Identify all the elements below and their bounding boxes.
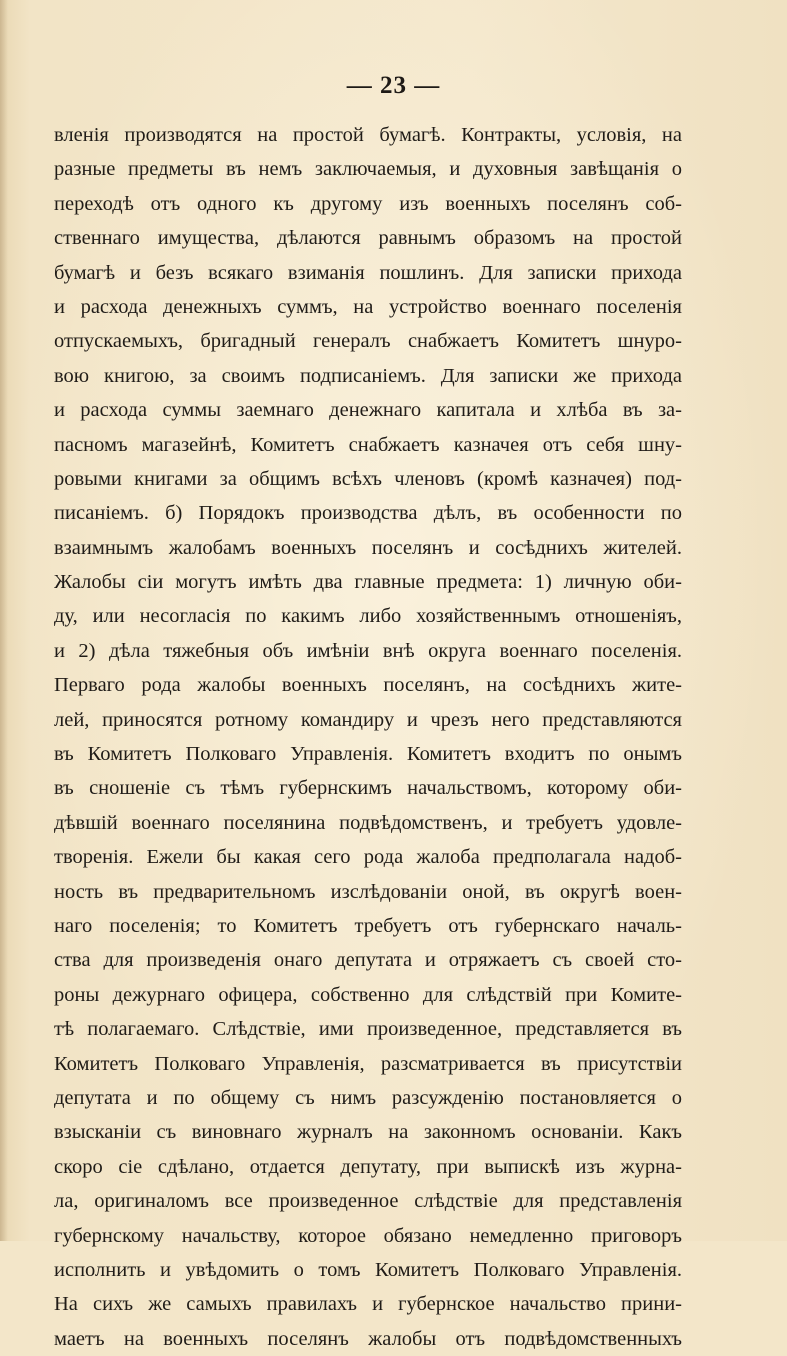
text-line: бумагѣ и безъ всякаго взиманія пошлинъ. Для записки прихода: [54, 261, 682, 284]
text-line: и расхода суммы заемнаго денежнаго капитала и хлѣба въ за-: [54, 399, 682, 422]
text-line: и 2) дѣла тяжебныя объ имѣніи внѣ округа военнаго поселенія.: [54, 639, 682, 662]
text-line: писаніемъ. б) Порядокъ производства дѣлъ, въ особенности по: [54, 502, 682, 525]
text-line: Перваго рода жалобы военныхъ поселянъ, на сосѣднихъ жите-: [54, 674, 682, 697]
page-text-body: [54, 118, 682, 1356]
text-line: вленія производятся на простой бумагѣ. Контракты, условія, на: [54, 124, 682, 146]
text-line: скоро сіе сдѣлано, отдается депутату, при выпискѣ изъ журна-: [54, 1155, 682, 1178]
text-line: губернскому начальству, которое обязано немедленно приговоръ: [54, 1224, 682, 1247]
text-line: пасномъ магазейнѣ, Комитетъ снабжаетъ казначея отъ себя шну-: [54, 433, 682, 456]
text-line: ла, оригиналомъ все произведенное слѣдствіе для представленія: [54, 1190, 682, 1213]
text-line: тѣ полагаемаго. Слѣдствіе, ими произведенное, представляется въ: [54, 1018, 682, 1041]
text-line: разные предметы въ немъ заключаемыя, и духовныя завѣщанія о: [54, 158, 682, 181]
text-line: ровыми книгами за общимъ всѣхъ членовъ (кромѣ казначея) под-: [54, 467, 682, 490]
text-line: депутата и по общему съ нимъ разсужденію постановляется о: [54, 1086, 682, 1109]
text-line: переходѣ отъ одного къ другому изъ военныхъ поселянъ соб-: [54, 192, 682, 215]
text-line: взысканіи съ виновнаго журналъ на законномъ основаніи. Какъ: [54, 1121, 682, 1144]
text-line: ность въ предварительномъ изслѣдованіи оной, въ округѣ воен-: [54, 880, 682, 903]
text-line: и расхода денежныхъ суммъ, на устройство военнаго поселенія: [54, 295, 682, 318]
text-line: наго поселенія; то Комитетъ требуетъ отъ губернскаго началь-: [54, 914, 682, 937]
text-line: въ Комитетъ Полковаго Управленія. Комитетъ входитъ по онымъ: [54, 743, 682, 766]
text-line: Жалобы сіи могутъ имѣть два главные предмета: 1) личную оби-: [54, 571, 682, 594]
text-line: роны дежурнаго офицера, собственно для слѣдствій при Комите-: [54, 983, 682, 1006]
text-line: ственнаго имущества, дѣлаются равнымъ образомъ на простой: [54, 227, 682, 250]
text-line: отпускаемыхъ, бригадный генералъ снабжаетъ Комитетъ шнуро-: [54, 330, 682, 353]
text-line: ства для произведенія онаго депутата и отряжаетъ съ своей сто-: [54, 949, 682, 972]
text-line: дѣвшій военнаго поселянина подвѣдомственъ, и требуетъ удовле-: [54, 811, 682, 834]
text-line: На сихъ же самыхъ правилахъ и губернское начальство прини-: [54, 1293, 682, 1316]
text-line: маетъ на военныхъ поселянъ жалобы отъ подвѣдомственныхъ: [54, 1327, 682, 1350]
text-line: вою книгою, за своимъ подписаніемъ. Для записки же прихода: [54, 364, 682, 387]
text-line: Комитетъ Полковаго Управленія, разсматривается въ присутствіи: [54, 1052, 682, 1075]
text-line: исполнить и увѣдомить о томъ Комитетъ Полковаго Управленія.: [54, 1258, 682, 1281]
text-line: ду, или несогласія по какимъ либо хозяйственнымъ отношеніяъ,: [54, 605, 682, 628]
text-line: взаимнымъ жалобамъ военныхъ поселянъ и сосѣднихъ жителей.: [54, 536, 682, 559]
text-line: въ сношеніе съ тѣмъ губернскимъ начальствомъ, которому оби-: [54, 777, 682, 800]
text-line: творенія. Ежели бы какая сего рода жалоба предполагала надоб-: [54, 846, 682, 869]
page-edge-shadow: [0, 0, 8, 1241]
page-number: — 23 —: [346, 72, 441, 99]
text-line: лей, приносятся ротному командиру и чрезъ него представляются: [54, 708, 682, 731]
